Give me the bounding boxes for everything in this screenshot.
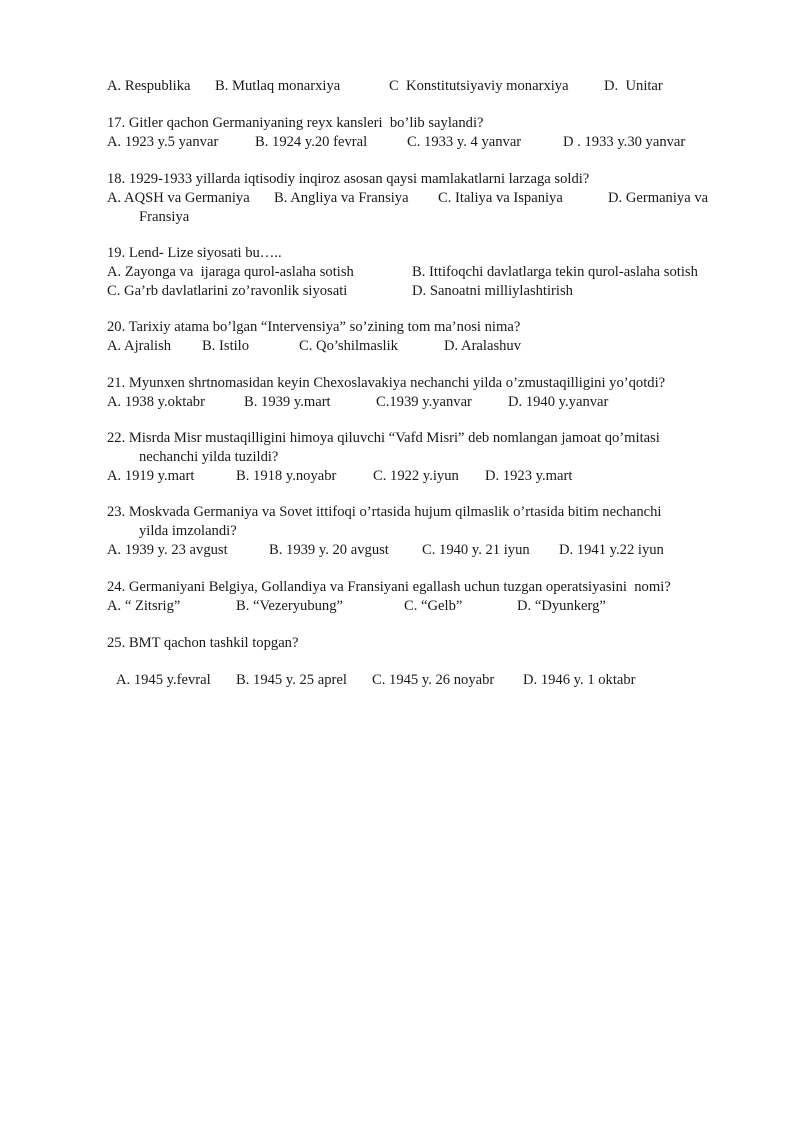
q20-option-c: C. Qo’shilmaslik xyxy=(299,338,398,354)
q18-option-d-continuation: Fransiya xyxy=(139,209,190,225)
q21-question: 21. Myunxen shrtnomasidan keyin Chexoslavakiya nechanchi yilda o’zmustaqilligini yo’qotdi? xyxy=(107,375,666,391)
q22-option-d: D. 1923 y.mart xyxy=(485,468,573,484)
q22-option-c: C. 1922 y.iyun xyxy=(373,468,459,484)
q17-question: 17. Gitler qachon Germaniyaning reyx kansleri bo’lib saylandi? xyxy=(107,115,484,131)
q23-question-continuation: yilda imzolandi? xyxy=(139,523,237,539)
q23-option-a: A. 1939 y. 23 avgust xyxy=(107,542,228,558)
q23-option-c: C. 1940 y. 21 iyun xyxy=(422,542,530,558)
q25-option-b: B. 1945 y. 25 aprel xyxy=(236,672,347,688)
q24-option-a: A. “ Zitsrig” xyxy=(107,598,181,614)
q19-option-d: D. Sanoatni milliylashtirish xyxy=(412,283,573,299)
q22-option-a: A. 1919 y.mart xyxy=(107,468,195,484)
q17-option-a: A. 1923 y.5 yanvar xyxy=(107,134,219,150)
q17-option-c: C. 1933 y. 4 yanvar xyxy=(407,134,522,150)
q20-option-d: D. Aralashuv xyxy=(444,338,522,354)
q22-option-b: B. 1918 y.noyabr xyxy=(236,468,337,484)
q25-option-a: A. 1945 y.fevral xyxy=(116,672,211,688)
q23-option-d: D. 1941 y.22 iyun xyxy=(559,542,664,558)
q21-option-d: D. 1940 y.yanvar xyxy=(508,394,609,410)
q24-option-b: B. “Vezeryubung” xyxy=(236,598,343,614)
q19-option-a: A. Zayonga va ijaraga qurol-aslaha sotish xyxy=(107,264,354,280)
q18-option-b: B. Angliya va Fransiya xyxy=(274,190,409,206)
q24-question: 24. Germaniyani Belgiya, Gollandiya va Fransiyani egallash uchun tuzgan operatsiyasini nomi? xyxy=(107,579,671,595)
q25-option-d: D. 1946 y. 1 oktabr xyxy=(523,672,636,688)
q17-option-d: D . 1933 y.30 yanvar xyxy=(563,134,686,150)
q17-option-b: B. 1924 y.20 fevral xyxy=(255,134,368,150)
q18-option-c: C. Italiya va Ispaniya xyxy=(438,190,563,206)
q21-option-a: A. 1938 y.oktabr xyxy=(107,394,205,410)
q25-question: 25. BMT qachon tashkil topgan? xyxy=(107,635,299,651)
q24-option-d: D. “Dyunkerg” xyxy=(517,598,606,614)
q16-option-c: C Konstitutsiyaviy monarxiya xyxy=(389,78,569,94)
q21-option-b: B. 1939 y.mart xyxy=(244,394,331,410)
q19-option-c: C. Ga’rb davlatlarini zo’ravonlik siyosati xyxy=(107,283,348,299)
q16-option-d: D. Unitar xyxy=(604,78,663,94)
q20-question: 20. Tarixiy atama bo’lgan “Intervensiya” so’zining tom ma’nosi nima? xyxy=(107,319,521,335)
q20-option-b: B. Istilo xyxy=(202,338,250,354)
q16-option-b: B. Mutlaq monarxiya xyxy=(215,78,341,94)
q24-option-c: C. “Gelb” xyxy=(404,598,463,614)
q22-question-continuation: nechanchi yilda tuzildi? xyxy=(139,449,279,465)
q16-option-a: A. Respublika xyxy=(107,78,191,94)
q23-option-b: B. 1939 y. 20 avgust xyxy=(269,542,389,558)
q18-option-a: A. AQSH va Germaniya xyxy=(107,190,250,206)
q19-option-b: B. Ittifoqchi davlatlarga tekin qurol-aslaha sotish xyxy=(412,264,698,280)
q23-question: 23. Moskvada Germaniya va Sovet ittifoqi o’rtasida hujum qilmaslik o’rtasida bitim nechanchi xyxy=(107,504,662,520)
q18-option-d: D. Germaniya va xyxy=(608,190,709,206)
q25-option-c: C. 1945 y. 26 noyabr xyxy=(372,672,495,688)
q19-question: 19. Lend- Lize siyosati bu….. xyxy=(107,245,282,261)
q20-option-a: A. Ajralish xyxy=(107,338,172,354)
q21-option-c: C.1939 y.yanvar xyxy=(376,394,472,410)
q22-question: 22. Misrda Misr mustaqilligini himoya qiluvchi “Vafd Misri” deb nomlangan jamoat qo’mitasi xyxy=(107,430,660,446)
q18-question: 18. 1929-1933 yillarda iqtisodiy inqiroz asosan qaysi mamlakatlarni larzaga soldi? xyxy=(107,171,590,187)
